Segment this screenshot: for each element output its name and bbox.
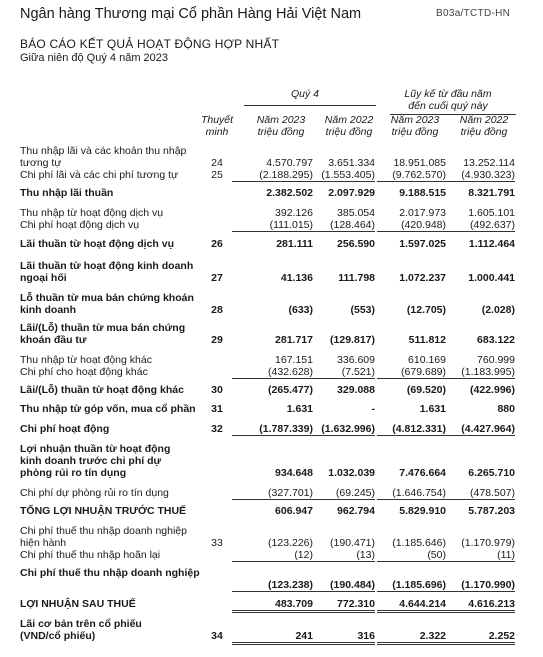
cell-q2023: (123.238) [232,579,313,592]
column-header-q2023 [248,114,314,138]
column-header-q2022-line2: triệu đồng [325,126,373,138]
row-label: Chi phí dự phòng rủi ro tín dụng [20,487,169,499]
row-label: Lãi/(Lỗ) thuần từ mua bán chứng khoán đầu tư [20,322,186,346]
cell-q2022: (1.553.405) [313,169,375,182]
cell-q2022: 2.097.929 [328,187,375,199]
cell-q2022: 3.651.334 [328,157,375,169]
row-label: Thu nhập lãi thuần [20,187,114,199]
cell-y2022: 1.000.441 [468,272,515,284]
cell-y2022: 1.605.101 [468,207,515,219]
cell-y2023: 4.644.214 [377,598,446,613]
group-header-quarter: Quý 4 [290,88,319,100]
cell-y2022: (2.028) [481,304,515,316]
cell-q2022: 385.054 [337,207,375,219]
report-subtitle: Giữa niên độ Quý 4 năm 2023 [20,52,169,64]
cell-q2022: (1.632.996) [313,423,375,436]
cell-q2023: (633) [288,304,313,316]
cell-q2023: 41.136 [280,272,313,284]
cell-q2022: 772.310 [313,598,375,613]
row-label: Thu nhập từ góp vốn, mua cổ phần [20,403,196,415]
column-header-y2023 [382,114,448,138]
cell-y2023: (4.812.331) [377,423,446,436]
group-header-ytd [380,88,516,112]
cell-q2022: (553) [350,304,375,316]
cell-y2022: 8.321.791 [468,187,515,199]
cell-q2023: (265.477) [268,384,313,396]
cell-y2022: (4.930.323) [446,169,515,182]
cell-q2022: (7.521) [313,366,375,379]
cell-y2022: 1.112.464 [468,238,515,250]
column-header-y2022-line1: Năm 2022 [459,114,509,126]
cell-q2023: 241 [232,630,313,645]
cell-y2023: (679.689) [377,366,446,379]
cell-q2023: 606.947 [275,505,313,517]
cell-q2022: 1.032.039 [328,467,375,479]
cell-y2022: 683.122 [477,334,515,346]
cell-y2023: (1.185.646) [392,537,446,549]
cell-q2022: 962.794 [337,505,375,517]
row-label: TỔNG LỢI NHUẬN TRƯỚC THUẾ [20,505,187,517]
row-note: 30 [211,384,223,396]
cell-y2023: 18.951.085 [393,157,446,169]
cell-q2023: 281.717 [275,334,313,346]
cell-y2023: 1.631 [419,403,446,415]
row-note: 26 [211,238,223,250]
cell-q2022: 329.088 [337,384,375,396]
cell-q2022: (69.245) [313,487,375,500]
cell-y2022: (1.170.979) [461,537,515,549]
cell-y2023: (9.762.570) [377,169,446,182]
cell-y2023: 610.169 [408,354,446,366]
cell-q2023: 4.570.797 [266,157,313,169]
cell-y2022: 2.252 [446,630,515,645]
column-header-y2023-line2: triệu đồng [391,126,439,138]
row-label: Chi phí lãi và các chi phí tương tự [20,169,179,181]
cell-q2022: (190.471) [330,537,375,549]
row-note: 24 [211,157,223,169]
cell-q2023: 483.709 [232,598,313,613]
cell-y2023: (69.520) [406,384,446,396]
row-label: Lãi cơ bản trên cổ phiếu (VND/cổ phiếu) [20,618,142,642]
cell-q2023: 281.111 [276,238,313,250]
cell-y2023: (1.646.754) [377,487,446,500]
cell-y2022: (1.183.995) [446,366,515,379]
cell-y2022: (4.427.964) [446,423,515,436]
column-header-q2023-line2: triệu đồng [257,126,305,138]
column-header-y2022 [451,114,517,138]
cell-y2023: 7.476.664 [399,467,446,479]
row-label: Lỗ thuần từ mua bán chứng khoán kinh doanh [20,292,194,316]
column-header-q2022-line1: Năm 2022 [324,114,374,126]
cell-q2023: 392.126 [275,207,313,219]
row-label: LỢI NHUẬN SAU THUẾ [20,598,136,610]
row-label: Lợi nhuận thuần từ hoạt động kinh doanh trước chi phí dự phòng rủi ro tín dụng [20,443,171,479]
cell-y2023: 2.017.973 [399,207,446,219]
form-code: B03a/TCTD-HN [436,8,511,19]
cell-q2022: 111.798 [338,272,375,284]
cell-y2023: (50) [377,549,446,562]
group-header-ytd-line1: Lũy kế từ đầu năm [404,88,492,100]
column-header-y2023-line1: Năm 2023 [390,114,440,126]
row-label: Chi phí hoạt động [20,423,110,435]
row-label: Lãi/(Lỗ) thuần từ hoạt động khác [20,384,184,396]
cell-q2022: (128.464) [313,219,375,232]
cell-q2022: 336.609 [337,354,375,366]
cell-y2022: 880 [497,403,515,415]
cell-y2022: 4.616.213 [446,598,515,613]
cell-q2022: 256.590 [337,238,375,250]
row-note: 28 [211,304,223,316]
cell-y2023: 2.322 [377,630,446,645]
cell-q2023: (2.188.295) [232,169,313,182]
group-underline-quarter [244,105,376,106]
row-label: Chi phí thuế thu nhập doanh nghiệp hiện hành [20,525,187,549]
column-header-q2023-line1: Năm 2023 [256,114,306,126]
cell-q2023: (12) [232,549,313,562]
row-note: 34 [211,630,223,642]
group-header-ytd-line2: đến cuối quý này [408,100,488,112]
cell-y2022: 760.999 [477,354,515,366]
row-label: Thu nhập lãi và các khoản thu nhập tương tự [20,145,187,169]
row-note: 33 [211,537,223,549]
row-note: 27 [211,272,223,284]
row-label: Chi phí hoạt động dịch vụ [20,219,140,231]
cell-q2023: 934.648 [275,467,313,479]
cell-y2023: 1.597.025 [399,238,446,250]
cell-y2022: 5.787.203 [468,505,515,517]
report-title: BÁO CÁO KẾT QUẢ HOẠT ĐỘNG HỢP NHẤT [20,37,280,51]
row-note: 32 [211,423,223,435]
cell-q2022: 316 [313,630,375,645]
cell-y2023: (1.185.696) [377,579,446,592]
row-note: 25 [211,169,223,181]
cell-y2023: 1.072.237 [399,272,446,284]
cell-q2023: (111.015) [232,219,313,232]
row-label: Lãi thuần từ hoạt động dịch vụ [20,238,175,250]
cell-y2023: 511.812 [408,334,446,346]
cell-y2022: 6.265.710 [468,467,515,479]
bank-name: Ngân hàng Thương mại Cổ phần Hàng Hải Việt Nam [20,6,362,22]
cell-y2022: (11) [446,549,515,562]
row-label: Chi phí thuế thu nhập doanh nghiệp [20,567,200,579]
column-header-note [196,114,238,138]
cell-y2023: 5.829.910 [399,505,446,517]
cell-q2023: 167.151 [275,354,313,366]
row-note: 31 [211,403,223,415]
cell-q2022: (13) [313,549,375,562]
row-label: Lãi thuần từ hoạt động kinh doanh ngoại hối [20,260,194,284]
cell-q2023: (1.787.339) [232,423,313,436]
cell-y2022: 13.252.114 [463,157,515,169]
cell-q2022: (129.817) [330,334,375,346]
cell-y2023: 9.188.515 [399,187,446,199]
cell-y2023: (12.705) [406,304,446,316]
cell-q2022: (190.484) [313,579,375,592]
column-header-y2022-line2: triệu đồng [460,126,508,138]
cell-y2022: (478.507) [446,487,515,500]
cell-q2023: 1.631 [286,403,313,415]
row-label: Thu nhập từ hoạt động dịch vụ [20,207,164,219]
cell-q2023: 2.382.502 [266,187,313,199]
cell-y2023: (420.948) [377,219,446,232]
column-header-note-line2: minh [205,126,229,138]
cell-y2022: (422.996) [470,384,515,396]
row-note: 29 [211,334,223,346]
cell-q2023: (432.628) [232,366,313,379]
row-label: Chi phí cho hoạt động khác [20,366,148,378]
column-header-q2022 [318,114,380,138]
row-label: Chi phí thuế thu nhập hoãn lại [20,549,161,561]
cell-q2023: (327.701) [232,487,313,500]
row-label: Thu nhập từ hoạt động khác [20,354,152,366]
cell-y2022: (492.637) [446,219,515,232]
column-header-note-line1: Thuyết [200,114,234,126]
cell-y2022: (1.170.990) [446,579,515,592]
cell-q2023: (123.226) [268,537,313,549]
cell-q2022: - [371,403,375,415]
